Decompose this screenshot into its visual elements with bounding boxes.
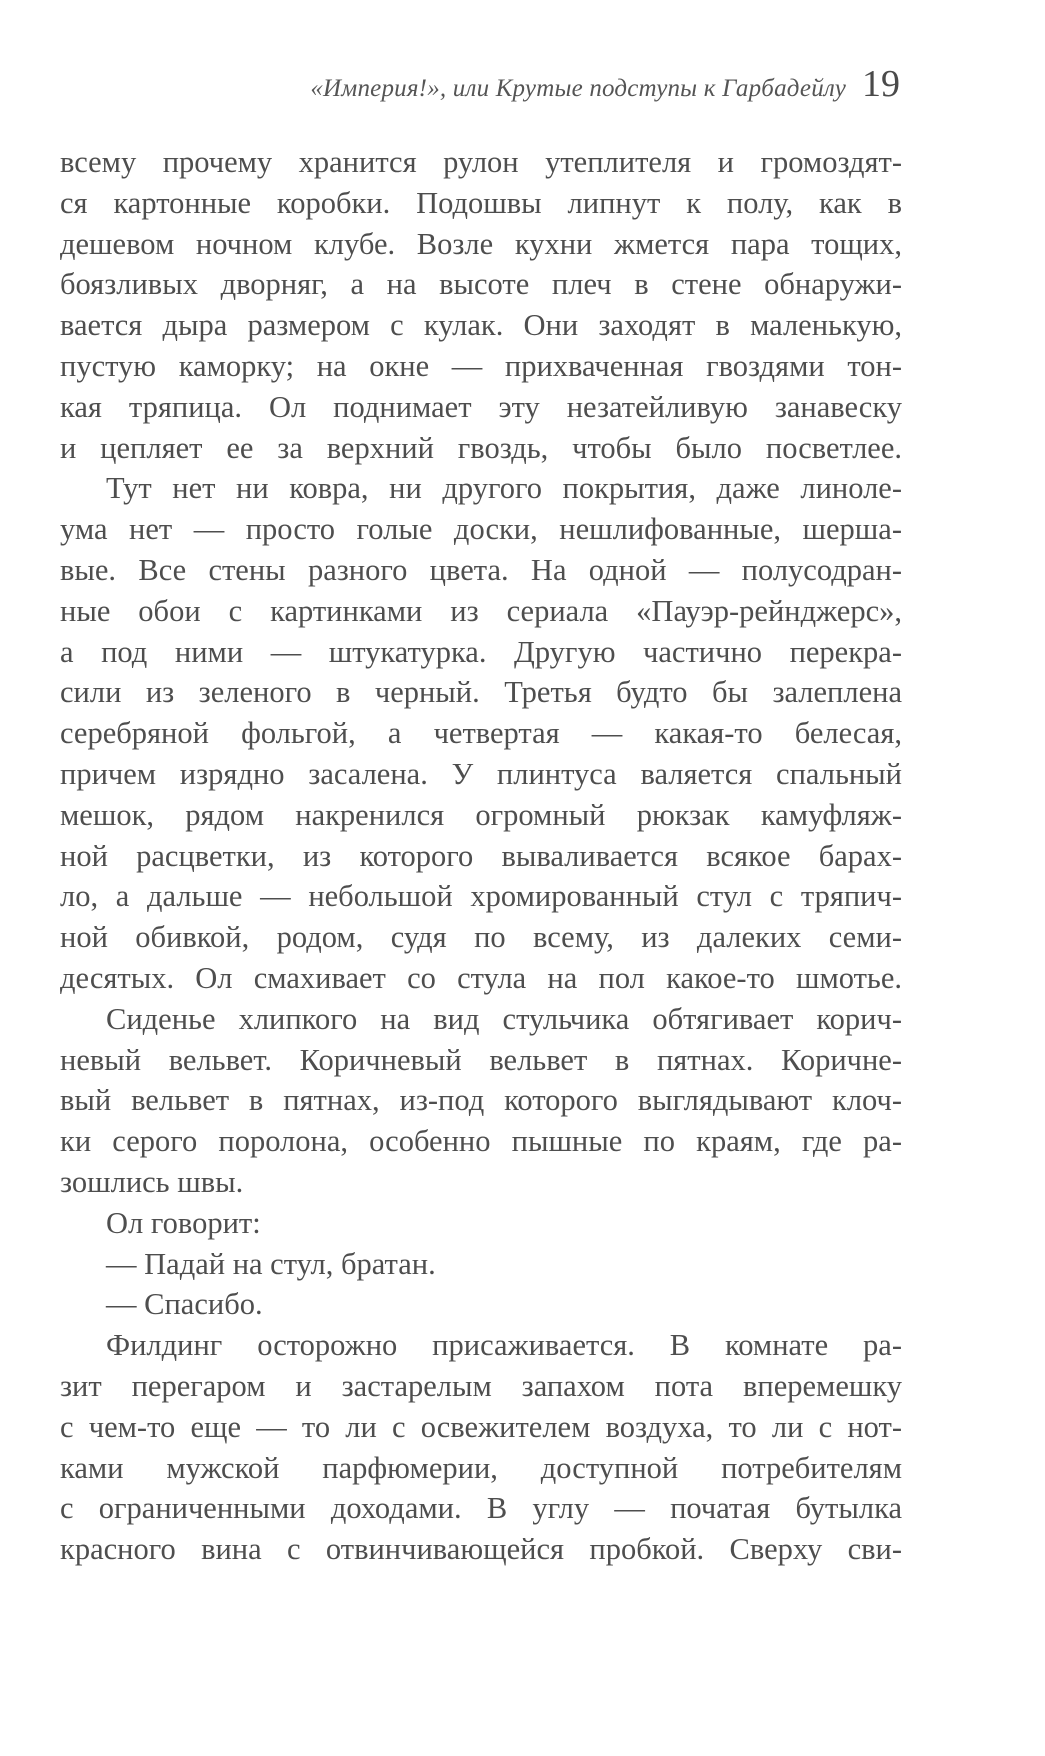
- running-title: «Империя!», или Крутые подступы к Гарбадейлу: [310, 75, 846, 102]
- text-line: дешевом ночном клубе. Возле кухни жмется пара тощих,: [60, 226, 902, 261]
- text-line: зошлись швы.: [60, 1164, 244, 1199]
- text-line: вые. Все стены разного цвета. На одной — полусодран-: [60, 552, 902, 587]
- text-line: ные обои с картинками из сериала «Пауэр-рейнджерс»,: [60, 593, 902, 628]
- text-line: зит перегаром и застарелым запахом пота вперемешку: [60, 1368, 902, 1403]
- text-line: ся картонные коробки. Подошвы липнут к полу, как в: [60, 185, 902, 220]
- text-line: ло, а дальше — небольшой хромированный стул с тряпич-: [60, 879, 902, 914]
- text-line: пустую каморку; на окне — прихваченная гвоздями тон-: [60, 348, 902, 383]
- text-line: — Падай на стул, братан.: [106, 1246, 436, 1281]
- text-line: всему прочему хранится рулон утеплителя и громоздят-: [60, 145, 902, 179]
- text-line: красного вина с отвинчивающейся пробкой. Сверху сви-: [60, 1532, 902, 1567]
- text-line: — Спасибо.: [106, 1287, 263, 1322]
- text-line: десятых. Ол смахивает со стула на пол какое-то шмотье.: [60, 960, 902, 995]
- text-line: с чем-то еще — то ли с освежителем воздуха, то ли с нот-: [60, 1409, 902, 1444]
- text-line: серебряной фольгой, а четвертая — какая-то белесая,: [60, 716, 902, 751]
- text-line: Сиденье хлипкого на вид стульчика обтягивает корич-: [106, 1001, 902, 1036]
- text-line: невый вельвет. Коричневый вельвет в пятнах. Коричне-: [60, 1042, 902, 1077]
- text-line: вается дыра размером с кулак. Они заходят в маленькую,: [60, 308, 902, 343]
- body-text: [60, 142, 902, 1570]
- text-line: с ограниченными доходами. В углу — початая бутылка: [60, 1491, 902, 1526]
- text-line: Филдинг осторожно присаживается. В комнате ра-: [106, 1328, 902, 1363]
- text-line: ной обивкой, родом, судя по всему, из далеких семи-: [60, 920, 902, 955]
- text-line: боязливых дворняг, а на высоте плеч в стене обнаружи-: [60, 267, 902, 302]
- text-line: ки серого поролона, особенно пышные по краям, где ра-: [60, 1124, 902, 1159]
- text-line: вый вельвет в пятнах, из-под которого выглядывают клоч-: [60, 1083, 902, 1118]
- text-line: ками мужской парфюмерии, доступной потребителям: [60, 1450, 902, 1485]
- text-line: кая тряпица. Ол поднимает эту незатейливую занавеску: [60, 389, 902, 424]
- text-line: а под ними — штукатурка. Другую частично перекра-: [60, 634, 902, 669]
- text-line: ума нет — просто голые доски, нешлифованные, шерша-: [60, 512, 902, 547]
- text-line: ной расцветки, из которого вываливается всякое барах-: [60, 838, 902, 873]
- page-header: [60, 62, 900, 112]
- text-line: Тут нет ни ковра, ни другого покрытия, даже линоле-: [106, 471, 902, 506]
- text-line: мешок, рядом накренился огромный рюкзак камуфляж-: [60, 797, 902, 832]
- text-line: Ол говорит:: [106, 1205, 261, 1240]
- text-line: сили из зеленого в черный. Третья будто бы залеплена: [60, 675, 902, 710]
- text-line: и цепляет ее за верхний гвоздь, чтобы было посветлее.: [60, 430, 902, 465]
- page-number: 19: [862, 63, 900, 105]
- text-line: причем изрядно засалена. У плинтуса валяется спальный: [60, 756, 902, 791]
